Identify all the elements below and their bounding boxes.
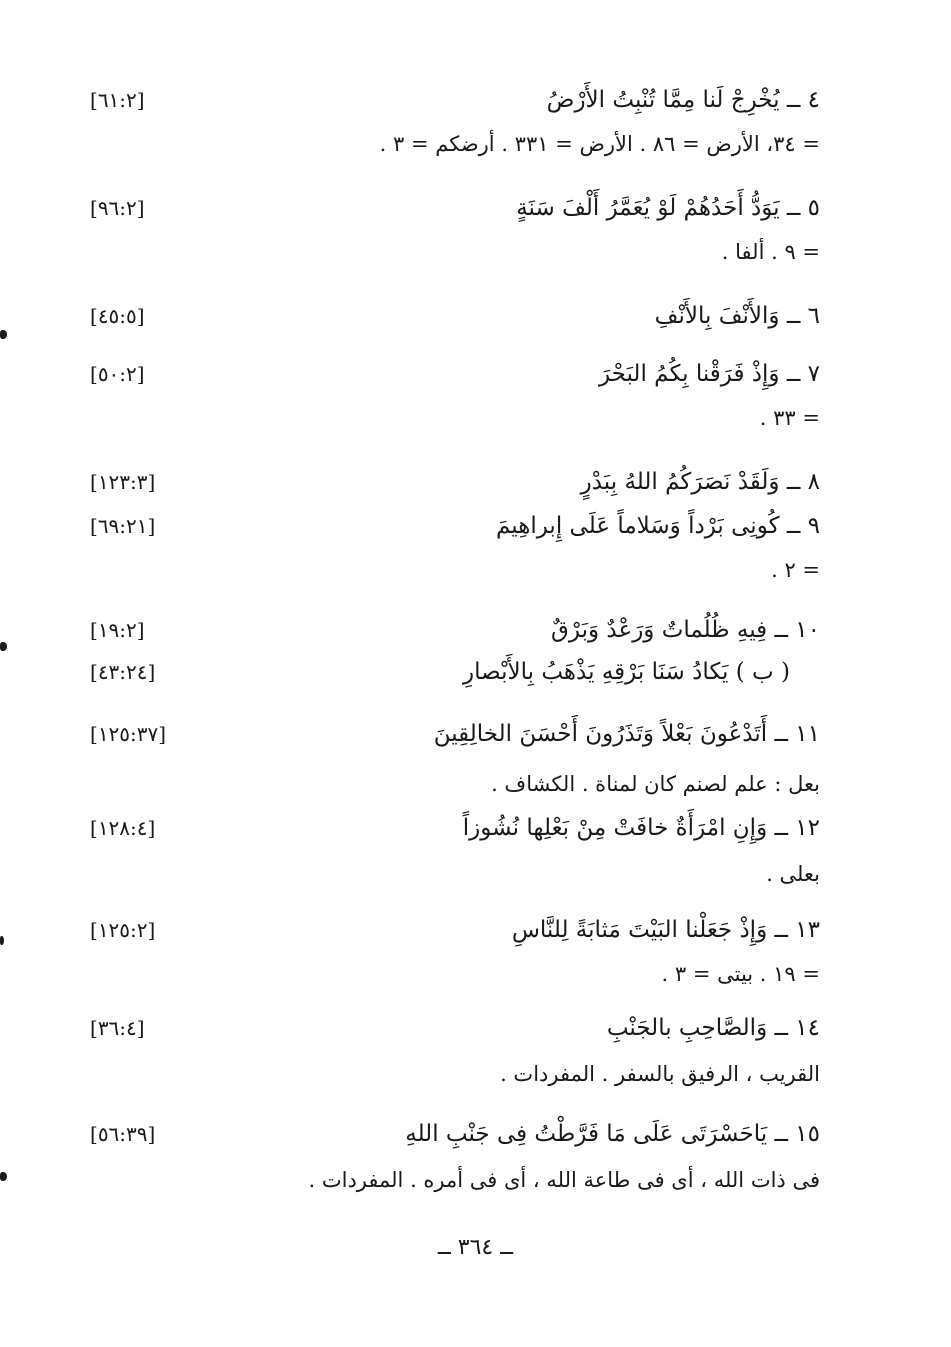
verse-reference: [٣٦:٤] [90, 1016, 145, 1040]
verse-reference: [١٢٣:٣] [90, 470, 156, 494]
verse-reference: [١٢٨:٤] [90, 816, 156, 840]
scan-edge-mark [0, 330, 7, 339]
commentary-text: = ٩ . ألفا . [721, 240, 820, 264]
page-number: ــ ٣٦٤ ــ [437, 1235, 514, 1260]
verse-line [90, 1008, 820, 1048]
verse-reference: [٩٦:٢] [90, 196, 145, 220]
commentary-line [90, 1160, 820, 1200]
verse-line [90, 188, 820, 228]
commentary-line [90, 550, 820, 590]
verse-line [90, 354, 820, 394]
verse-reference: [١٩:٢] [90, 618, 145, 642]
verse-line [90, 1114, 820, 1154]
commentary-line [90, 854, 820, 894]
commentary-text: بعل : علم لصنم كان لمناة . الكشاف . [491, 772, 820, 796]
scan-edge-mark [0, 936, 4, 945]
verse-line [90, 506, 820, 546]
verse-line [90, 714, 820, 754]
verse-reference: [٥٦:٣٩] [90, 1122, 156, 1146]
verse-text: ٥ ــ يَوَدُّ أَحَدُهُمْ لَوْ يُعَمَّرُ أَلْفَ سَنَةٍ [516, 195, 820, 221]
verse-line [90, 462, 820, 502]
verse-text: ٩ ــ كُونِى بَرْداً وَسَلاماً عَلَى إِبراهِيمَ [495, 513, 820, 539]
commentary-line [90, 232, 820, 272]
verse-text: ٤ ــ يُخْرِجْ لَنا مِمَّا تُنْبِتُ الأَرْضُ [546, 87, 820, 113]
commentary-line [90, 398, 820, 438]
commentary-text: = ٣٤، الأرض = ٨٦ . الأرض = ٣٣١ . أرضكم = ٣ . [379, 132, 820, 156]
verse-reference: [٥٠:٢] [90, 362, 145, 386]
verse-text: ٧ ــ وَإِذْ فَرَقْنا بِكُمُ البَحْرَ [598, 361, 820, 387]
verse-reference: [١٢٥:٣٧] [90, 722, 167, 746]
verse-line [90, 80, 820, 120]
commentary-line [90, 954, 820, 994]
verse-text: ١١ ــ أَتَدْعُونَ بَعْلاً وَتَذَرُونَ أَحْسَنَ الخالِقِينَ [433, 721, 820, 747]
verse-text: ٨ ــ وَلَقَدْ نَصَرَكُمُ اللهُ بِبَدْرٍ [580, 469, 820, 495]
commentary-text: بعلى . [766, 862, 820, 886]
commentary-text: = ١٩ . بيتى = ٣ . [661, 962, 820, 986]
verse-line [90, 910, 820, 950]
verse-text: ١٠ ــ فِيهِ ظُلُماتٌ وَرَعْدٌ وَبَرْقٌ [551, 617, 820, 643]
commentary-text: = ٢ . [771, 558, 820, 582]
commentary-text: = ٣٣ . [759, 406, 820, 430]
verse-text: ( ب ) يَكادُ سَنَا بَرْقِهِ يَذْهَبُ بِالأَبْصارِ [463, 659, 790, 685]
verse-reference: [٤٣:٢٤] [90, 660, 156, 684]
verse-reference: [٤٥:٥] [90, 304, 145, 328]
commentary-text: القريب ، الرفيق بالسفر . المفردات . [500, 1062, 820, 1086]
commentary-line [90, 1054, 820, 1094]
verse-text: ١٥ ــ يَاحَسْرَتَى عَلَى مَا فَرَّطْتُ فِى جَنْبِ اللهِ [405, 1121, 820, 1147]
verse-text: ١٢ ــ وَإِنِ امْرَأَةٌ خافَتْ مِنْ بَعْلِها نُشُوزاً [462, 815, 820, 841]
commentary-line [90, 764, 820, 804]
verse-line [90, 610, 820, 650]
verse-reference: [٦١:٢] [90, 88, 145, 112]
verse-line [90, 808, 820, 848]
commentary-text: فى ذات الله ، أى فى طاعة الله ، أى فى أمره . المفردات . [308, 1168, 820, 1192]
commentary-line [90, 124, 820, 164]
verse-text: ١٣ ــ وَإِذْ جَعَلْنا البَيْتَ مَثابَةً لِلنَّاسِ [511, 917, 820, 943]
scan-edge-mark [0, 1172, 7, 1181]
verse-line [90, 652, 820, 692]
verse-reference: [٦٩:٢١] [90, 514, 156, 538]
verse-reference: [١٢٥:٢] [90, 918, 156, 942]
verse-text: ٦ ــ وَالأَنْفَ بِالأَنْفِ [654, 303, 820, 329]
scan-edge-mark [0, 642, 7, 651]
verse-text: ١٤ ــ وَالصَّاحِبِ بالجَنْبِ [606, 1015, 820, 1041]
verse-line [90, 296, 820, 336]
